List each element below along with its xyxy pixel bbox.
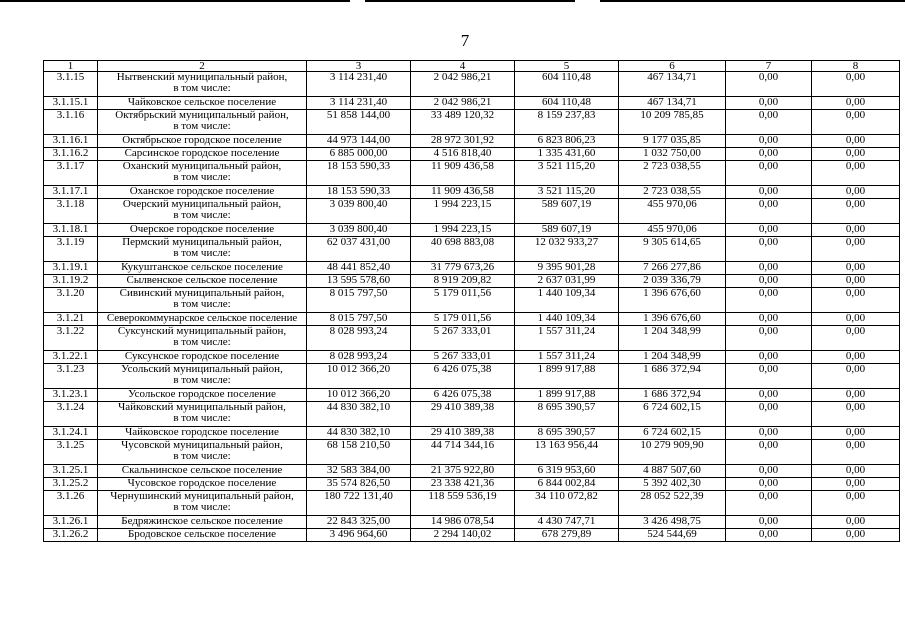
value-cell-c4: 118 559 536,19	[411, 491, 515, 516]
value-cell-c3: 44 830 382,10	[307, 427, 411, 440]
value-cell-c4: 31 779 673,26	[411, 262, 515, 275]
value-cell-c8: 0,00	[812, 262, 900, 275]
top-edge-rule	[0, 0, 905, 2]
value-cell-c3: 3 496 964,60	[307, 529, 411, 542]
settlement-row	[44, 97, 900, 110]
value-cell-c3: 62 037 431,00	[307, 237, 411, 262]
row-name-suffix: в том числе:	[173, 247, 231, 259]
settlement-row	[44, 516, 900, 529]
value-cell-c3: 22 843 325,00	[307, 516, 411, 529]
value-cell-c7: 0,00	[726, 148, 812, 161]
value-cell-c6: 10 279 909,90	[619, 440, 726, 465]
value-cell-c8: 0,00	[812, 275, 900, 288]
column-header: 1	[44, 61, 98, 72]
value-cell-c4: 6 426 075,38	[411, 389, 515, 402]
row-name-cell	[98, 427, 307, 440]
value-cell-c8: 0,00	[812, 440, 900, 465]
value-cell-c8: 0,00	[812, 288, 900, 313]
value-cell-c8: 0,00	[812, 402, 900, 427]
value-cell-c4: 14 986 078,54	[411, 516, 515, 529]
row-name: Сивинский муниципальный район,	[119, 287, 285, 299]
value-cell-c5: 589 607,19	[515, 199, 619, 224]
row-name-suffix: в том числе:	[173, 374, 231, 386]
value-cell-c3: 10 012 366,20	[307, 364, 411, 389]
row-name-cell	[98, 161, 307, 186]
row-name-suffix: в том числе:	[173, 450, 231, 462]
value-cell-c4: 2 042 986,21	[411, 97, 515, 110]
value-cell-c3: 3 039 800,40	[307, 224, 411, 237]
value-cell-c4: 11 909 436,58	[411, 161, 515, 186]
value-cell-c6: 6 724 602,15	[619, 402, 726, 427]
settlement-row	[44, 148, 900, 161]
value-cell-c5: 3 521 115,20	[515, 161, 619, 186]
value-cell-c4: 5 179 011,56	[411, 288, 515, 313]
district-row	[44, 402, 900, 427]
value-cell-c4: 33 489 120,32	[411, 110, 515, 135]
value-cell-c5: 8 159 237,83	[515, 110, 619, 135]
value-cell-c7: 0,00	[726, 97, 812, 110]
value-cell-c8: 0,00	[812, 148, 900, 161]
row-code: 3.1.26.2	[44, 529, 98, 542]
row-name-cell	[98, 72, 307, 97]
value-cell-c7: 0,00	[726, 161, 812, 186]
value-cell-c4: 21 375 922,80	[411, 465, 515, 478]
column-header: 5	[515, 61, 619, 72]
value-cell-c3: 44 973 144,00	[307, 135, 411, 148]
value-cell-c4: 29 410 389,38	[411, 402, 515, 427]
value-cell-c4: 2 042 986,21	[411, 72, 515, 97]
value-cell-c7: 0,00	[726, 478, 812, 491]
value-cell-c6: 1 204 348,99	[619, 326, 726, 351]
value-cell-c6: 1 204 348,99	[619, 351, 726, 364]
value-cell-c5: 1 557 311,24	[515, 326, 619, 351]
value-cell-c8: 0,00	[812, 199, 900, 224]
value-cell-c5: 589 607,19	[515, 224, 619, 237]
district-row	[44, 491, 900, 516]
value-cell-c7: 0,00	[726, 110, 812, 135]
value-cell-c8: 0,00	[812, 326, 900, 351]
value-cell-c7: 0,00	[726, 262, 812, 275]
value-cell-c8: 0,00	[812, 135, 900, 148]
row-code: 3.1.21	[44, 313, 98, 326]
value-cell-c8: 0,00	[812, 186, 900, 199]
row-code: 3.1.25.1	[44, 465, 98, 478]
value-cell-c8: 0,00	[812, 389, 900, 402]
row-name-cell	[98, 110, 307, 135]
value-cell-c7: 0,00	[726, 186, 812, 199]
row-code: 3.1.20	[44, 288, 98, 313]
value-cell-c5: 1 899 917,88	[515, 389, 619, 402]
row-code: 3.1.26.1	[44, 516, 98, 529]
budget-allocation-table	[43, 60, 900, 542]
value-cell-c6: 6 724 602,15	[619, 427, 726, 440]
district-row	[44, 288, 900, 313]
row-name: Усольский муниципальный район,	[121, 363, 283, 375]
value-cell-c3: 3 039 800,40	[307, 199, 411, 224]
row-name-cell	[98, 97, 307, 110]
value-cell-c7: 0,00	[726, 351, 812, 364]
value-cell-c8: 0,00	[812, 529, 900, 542]
value-cell-c4: 23 338 421,36	[411, 478, 515, 491]
value-cell-c5: 1 899 917,88	[515, 364, 619, 389]
row-name: Усольское городское поселение	[128, 388, 276, 400]
value-cell-c8: 0,00	[812, 364, 900, 389]
value-cell-c7: 0,00	[726, 288, 812, 313]
row-name-suffix: в том числе:	[173, 120, 231, 132]
value-cell-c4: 6 426 075,38	[411, 364, 515, 389]
value-cell-c6: 3 426 498,75	[619, 516, 726, 529]
settlement-row	[44, 262, 900, 275]
row-name-cell	[98, 275, 307, 288]
value-cell-c4: 2 294 140,02	[411, 529, 515, 542]
row-name: Очерское городское поселение	[129, 223, 275, 235]
row-name-cell	[98, 135, 307, 148]
value-cell-c6: 524 544,69	[619, 529, 726, 542]
value-cell-c8: 0,00	[812, 72, 900, 97]
value-cell-c3: 51 858 144,00	[307, 110, 411, 135]
value-cell-c5: 6 844 002,84	[515, 478, 619, 491]
row-code: 3.1.22.1	[44, 351, 98, 364]
row-name-cell	[98, 491, 307, 516]
value-cell-c3: 35 574 826,50	[307, 478, 411, 491]
value-cell-c4: 5 267 333,01	[411, 326, 515, 351]
row-code: 3.1.18	[44, 199, 98, 224]
value-cell-c4: 11 909 436,58	[411, 186, 515, 199]
value-cell-c6: 467 134,71	[619, 97, 726, 110]
value-cell-c3: 3 114 231,40	[307, 97, 411, 110]
row-name-suffix: в том числе:	[173, 82, 231, 94]
row-name-cell	[98, 262, 307, 275]
district-row	[44, 72, 900, 97]
row-name: Сылвенское сельское поселение	[126, 274, 278, 286]
value-cell-c8: 0,00	[812, 427, 900, 440]
row-name-suffix: в том числе:	[173, 336, 231, 348]
value-cell-c5: 604 110,48	[515, 97, 619, 110]
settlement-row	[44, 465, 900, 478]
value-cell-c3: 6 885 000,00	[307, 148, 411, 161]
row-name: Бедряжинское сельское поселение	[121, 515, 283, 527]
value-cell-c8: 0,00	[812, 313, 900, 326]
value-cell-c4: 1 994 223,15	[411, 199, 515, 224]
value-cell-c4: 28 972 301,92	[411, 135, 515, 148]
row-name: Кукуштанское сельское поселение	[121, 261, 283, 273]
column-number-row	[44, 61, 900, 72]
value-cell-c6: 4 887 507,60	[619, 465, 726, 478]
row-name: Скальнинское сельское поселение	[121, 464, 283, 476]
row-code: 3.1.25.2	[44, 478, 98, 491]
row-code: 3.1.23	[44, 364, 98, 389]
row-code: 3.1.26	[44, 491, 98, 516]
district-row	[44, 326, 900, 351]
row-name-cell	[98, 389, 307, 402]
settlement-row	[44, 186, 900, 199]
value-cell-c3: 68 158 210,50	[307, 440, 411, 465]
settlement-row	[44, 351, 900, 364]
district-row	[44, 110, 900, 135]
value-cell-c5: 678 279,89	[515, 529, 619, 542]
row-name: Чусовской муниципальный район,	[121, 439, 283, 451]
column-header: 3	[307, 61, 411, 72]
value-cell-c7: 0,00	[726, 275, 812, 288]
settlement-row	[44, 478, 900, 491]
row-code: 3.1.19.2	[44, 275, 98, 288]
value-cell-c3: 13 595 578,60	[307, 275, 411, 288]
value-cell-c5: 1 335 431,60	[515, 148, 619, 161]
value-cell-c7: 0,00	[726, 224, 812, 237]
value-cell-c4: 8 919 209,82	[411, 275, 515, 288]
value-cell-c8: 0,00	[812, 224, 900, 237]
value-cell-c5: 604 110,48	[515, 72, 619, 97]
value-cell-c5: 34 110 072,82	[515, 491, 619, 516]
value-cell-c5: 1 557 311,24	[515, 351, 619, 364]
value-cell-c4: 5 267 333,01	[411, 351, 515, 364]
row-code: 3.1.16	[44, 110, 98, 135]
value-cell-c6: 9 305 614,65	[619, 237, 726, 262]
value-cell-c8: 0,00	[812, 516, 900, 529]
row-name: Чайковский муниципальный район,	[118, 401, 286, 413]
row-name-cell	[98, 224, 307, 237]
row-name-cell	[98, 402, 307, 427]
row-code: 3.1.16.2	[44, 148, 98, 161]
row-name-cell	[98, 440, 307, 465]
value-cell-c3: 8 015 797,50	[307, 313, 411, 326]
value-cell-c8: 0,00	[812, 97, 900, 110]
value-cell-c6: 7 266 277,86	[619, 262, 726, 275]
value-cell-c7: 0,00	[726, 237, 812, 262]
value-cell-c6: 2 723 038,55	[619, 186, 726, 199]
value-cell-c4: 40 698 883,08	[411, 237, 515, 262]
row-name: Чернушинский муниципальный район,	[110, 490, 294, 502]
value-cell-c4: 4 516 818,40	[411, 148, 515, 161]
value-cell-c7: 0,00	[726, 313, 812, 326]
row-code: 3.1.24	[44, 402, 98, 427]
row-name-cell	[98, 516, 307, 529]
value-cell-c6: 455 970,06	[619, 224, 726, 237]
value-cell-c3: 3 114 231,40	[307, 72, 411, 97]
value-cell-c3: 18 153 590,33	[307, 186, 411, 199]
row-name: Очерский муниципальный район,	[122, 198, 282, 210]
column-header: 2	[98, 61, 307, 72]
row-name: Сарсинское городское поселение	[124, 147, 280, 159]
value-cell-c5: 13 163 956,44	[515, 440, 619, 465]
value-cell-c8: 0,00	[812, 491, 900, 516]
row-name-cell	[98, 529, 307, 542]
row-code: 3.1.16.1	[44, 135, 98, 148]
value-cell-c5: 8 695 390,57	[515, 402, 619, 427]
row-code: 3.1.24.1	[44, 427, 98, 440]
value-cell-c5: 9 395 901,28	[515, 262, 619, 275]
value-cell-c6: 1 032 750,00	[619, 148, 726, 161]
row-code: 3.1.19.1	[44, 262, 98, 275]
value-cell-c3: 180 722 131,40	[307, 491, 411, 516]
value-cell-c6: 28 052 522,39	[619, 491, 726, 516]
row-name: Бродовское сельское поселение	[127, 528, 277, 540]
value-cell-c6: 10 209 785,85	[619, 110, 726, 135]
district-row	[44, 364, 900, 389]
row-name: Чайковское сельское поселение	[127, 96, 277, 108]
value-cell-c7: 0,00	[726, 402, 812, 427]
value-cell-c8: 0,00	[812, 351, 900, 364]
row-name: Октябрьское городское поселение	[122, 134, 282, 146]
row-code: 3.1.25	[44, 440, 98, 465]
settlement-row	[44, 135, 900, 148]
row-name-cell	[98, 199, 307, 224]
row-code: 3.1.19	[44, 237, 98, 262]
row-code: 3.1.18.1	[44, 224, 98, 237]
row-name: Суксунский муниципальный район,	[117, 325, 287, 337]
value-cell-c5: 2 637 031,99	[515, 275, 619, 288]
row-name: Северокоммунарское сельское поселение	[106, 312, 298, 324]
value-cell-c8: 0,00	[812, 478, 900, 491]
row-name-cell	[98, 237, 307, 262]
value-cell-c4: 29 410 389,38	[411, 427, 515, 440]
settlement-row	[44, 427, 900, 440]
value-cell-c4: 1 994 223,15	[411, 224, 515, 237]
value-cell-c7: 0,00	[726, 491, 812, 516]
row-name: Октябрьский муниципальный район,	[115, 109, 289, 121]
row-name: Чайковское городское поселение	[125, 426, 279, 438]
value-cell-c8: 0,00	[812, 110, 900, 135]
value-cell-c6: 1 396 676,60	[619, 313, 726, 326]
row-name-cell	[98, 351, 307, 364]
row-name-cell	[98, 326, 307, 351]
district-row	[44, 440, 900, 465]
value-cell-c7: 0,00	[726, 389, 812, 402]
row-code: 3.1.15.1	[44, 97, 98, 110]
value-cell-c5: 8 695 390,57	[515, 427, 619, 440]
value-cell-c7: 0,00	[726, 326, 812, 351]
value-cell-c6: 467 134,71	[619, 72, 726, 97]
value-cell-c5: 3 521 115,20	[515, 186, 619, 199]
row-name-suffix: в том числе:	[173, 298, 231, 310]
value-cell-c5: 1 440 109,34	[515, 288, 619, 313]
district-row	[44, 237, 900, 262]
value-cell-c6: 1 686 372,94	[619, 389, 726, 402]
value-cell-c3: 10 012 366,20	[307, 389, 411, 402]
value-cell-c7: 0,00	[726, 199, 812, 224]
column-header: 7	[726, 61, 812, 72]
row-name-suffix: в том числе:	[173, 412, 231, 424]
row-name-cell	[98, 313, 307, 326]
row-code: 3.1.23.1	[44, 389, 98, 402]
value-cell-c8: 0,00	[812, 161, 900, 186]
value-cell-c7: 0,00	[726, 72, 812, 97]
district-row	[44, 161, 900, 186]
settlement-row	[44, 275, 900, 288]
value-cell-c3: 8 028 993,24	[307, 326, 411, 351]
value-cell-c5: 1 440 109,34	[515, 313, 619, 326]
value-cell-c3: 8 015 797,50	[307, 288, 411, 313]
column-header: 6	[619, 61, 726, 72]
row-name: Суксунское городское поселение	[124, 350, 280, 362]
column-header: 4	[411, 61, 515, 72]
value-cell-c3: 48 441 852,40	[307, 262, 411, 275]
value-cell-c6: 2 039 336,79	[619, 275, 726, 288]
value-cell-c5: 6 319 953,60	[515, 465, 619, 478]
value-cell-c7: 0,00	[726, 427, 812, 440]
value-cell-c8: 0,00	[812, 237, 900, 262]
row-name-cell	[98, 478, 307, 491]
value-cell-c6: 1 686 372,94	[619, 364, 726, 389]
row-name-suffix: в том числе:	[173, 171, 231, 183]
row-name: Чусовское городское поселение	[127, 477, 277, 489]
row-name-suffix: в том числе:	[173, 209, 231, 221]
row-code: 3.1.22	[44, 326, 98, 351]
value-cell-c3: 18 153 590,33	[307, 161, 411, 186]
row-code: 3.1.17.1	[44, 186, 98, 199]
value-cell-c7: 0,00	[726, 465, 812, 478]
value-cell-c6: 1 396 676,60	[619, 288, 726, 313]
value-cell-c7: 0,00	[726, 135, 812, 148]
value-cell-c6: 5 392 402,30	[619, 478, 726, 491]
value-cell-c4: 5 179 011,56	[411, 313, 515, 326]
settlement-row	[44, 389, 900, 402]
value-cell-c7: 0,00	[726, 529, 812, 542]
row-name-cell	[98, 186, 307, 199]
row-name-suffix: в том числе:	[173, 501, 231, 513]
value-cell-c5: 4 430 747,71	[515, 516, 619, 529]
row-name-cell	[98, 288, 307, 313]
value-cell-c7: 0,00	[726, 364, 812, 389]
value-cell-c5: 12 032 933,27	[515, 237, 619, 262]
value-cell-c5: 6 823 806,23	[515, 135, 619, 148]
district-row	[44, 199, 900, 224]
value-cell-c8: 0,00	[812, 465, 900, 478]
value-cell-c6: 2 723 038,55	[619, 161, 726, 186]
settlement-row	[44, 224, 900, 237]
value-cell-c7: 0,00	[726, 516, 812, 529]
row-code: 3.1.15	[44, 72, 98, 97]
value-cell-c3: 8 028 993,24	[307, 351, 411, 364]
row-name-cell	[98, 148, 307, 161]
settlement-row	[44, 529, 900, 542]
column-header: 8	[812, 61, 900, 72]
row-name: Нытвенский муниципальный район,	[116, 71, 288, 83]
row-name-cell	[98, 465, 307, 478]
row-name-cell	[98, 364, 307, 389]
value-cell-c3: 32 583 384,00	[307, 465, 411, 478]
value-cell-c3: 44 830 382,10	[307, 402, 411, 427]
row-name: Пермский муниципальный район,	[122, 236, 282, 248]
value-cell-c4: 44 714 344,16	[411, 440, 515, 465]
value-cell-c6: 455 970,06	[619, 199, 726, 224]
row-name: Оханский муниципальный район,	[122, 160, 282, 172]
row-name: Оханское городское поселение	[129, 185, 275, 197]
settlement-row	[44, 313, 900, 326]
page-number: 7	[460, 31, 470, 50]
row-code: 3.1.17	[44, 161, 98, 186]
value-cell-c6: 9 177 035,85	[619, 135, 726, 148]
value-cell-c7: 0,00	[726, 440, 812, 465]
